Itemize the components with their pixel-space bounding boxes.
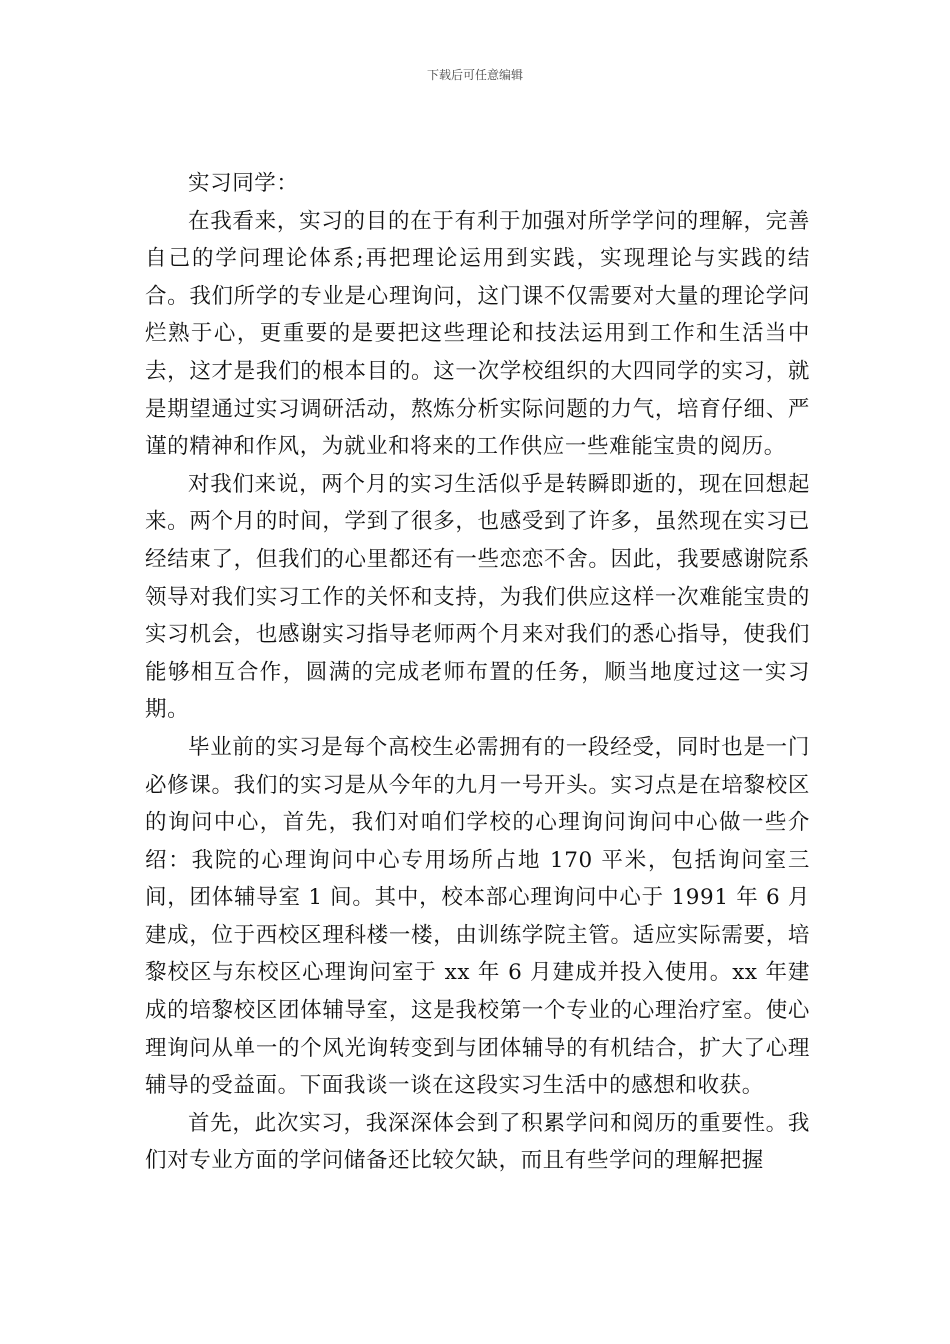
salutation: 实习同学： [188,171,299,196]
paragraph-1: 在我看来，实习的目的在于有利于加强对所学学问的理解，完善自己的学问理论体系;再把理论运用到实践，实现理论与实践的结合。我们所学的专业是心理询问，这门课不仅需要对大量的理论学问烂熟于心，更重要的是要把这些理论和技法运用到工作和生活当中去，这才是我们的根本目的。这一次学校组织的大四同学的实习，就是期望通过实习调研活动，熬炼分析实际问题的力气，培育仔细、严谨的精神和作风，为就业和将来的工作供应一些难能宝贵的阅历。 [145,208,810,460]
paragraph-3: 毕业前的实习是每个高校生必需拥有的一段经受，同时也是一门必修课。我们的实习是从今年的九月一号开头。实习点是在培黎校区的询问中心，首先，我们对咱们学校的心理询问询问中心做一些介绍：我院的心理询问中心专用场所占地 170 平米，包括询问室三间，团体辅导室 1 间。其中，校本部心理询问中心于 1991 年 6 月建成，位于西校区理科楼一楼，由训练学院主管。适应实际需要，培黎校区与东校区心理询问室于 xx 年 6 月建成并投入使用。xx 年建成的培黎校区团体辅导室，这是我校第一个专业的心理治疗室。使心理询问从单一的个风光询转变到与团体辅导的有机结合，扩大了心理辅导的受益面。下面我谈一谈在这段实习生活中的感想和收获。 [145,734,810,1099]
paragraph-2: 对我们来说，两个月的实习生活似乎是转瞬即逝的，现在回想起来。两个月的时间，学到了很多，也感受到了许多，虽然现在实习已经结束了，但我们的心里都还有一些恋恋不舍。因此，我要感谢院系领导对我们实习工作的关怀和支持，为我们供应这样一次难能宝贵的实习机会，也感谢实习指导老师两个月来对我们的悉心指导，使我们能够相互合作，圆满的完成老师布置的任务，顺当地度过这一实习期。 [145,471,810,723]
document-body [145,165,810,1180]
page-header: 下载后可任意编辑 [426,68,523,82]
paragraph-4: 首先，此次实习，我深深体会到了积累学问和阅历的重要性。我们对专业方面的学问储备还比较欠缺，而且有些学问的理解把握 [145,1110,810,1174]
